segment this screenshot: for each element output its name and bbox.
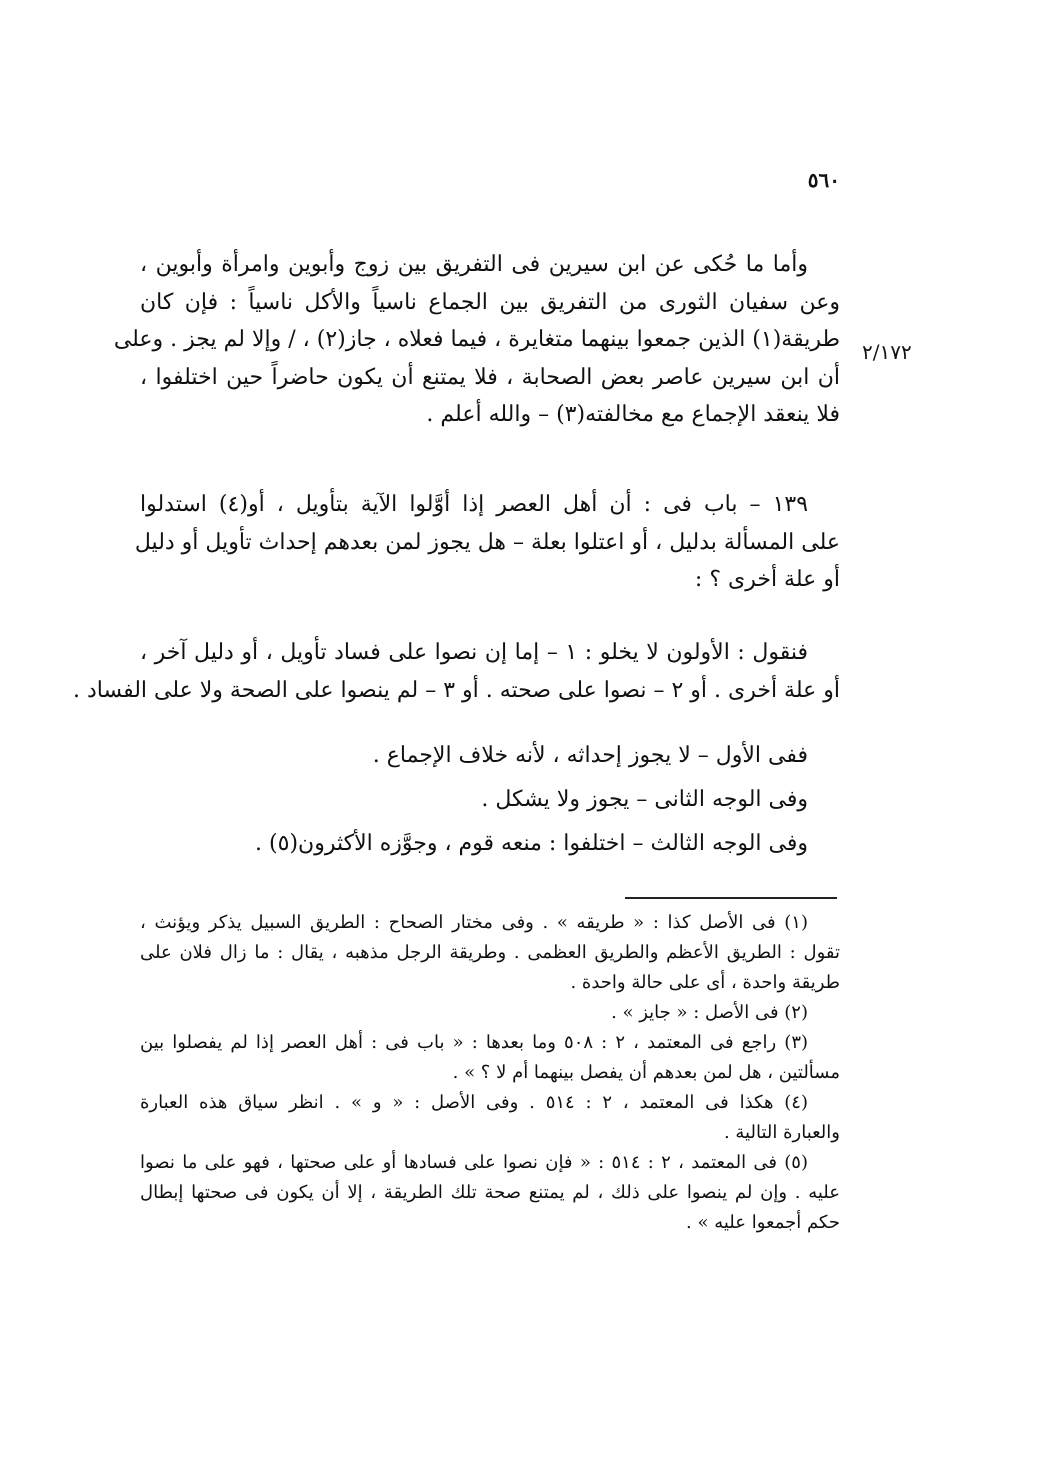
text-line: أن ابن سيرين عاصر بعض الصحابة ، فلا يمتنع أن يكون حاضراً حين اختلفوا ، [140, 364, 840, 390]
footnote-line: (٥) فى المعتمد ، ٢ : ٥١٤ : « فإن نصوا على فسادها أو على صحتها ، فهو على ما نصوا [140, 1152, 808, 1173]
case-line: وفى الوجه الثالث – اختلفوا : منعه قوم ، وجوَّزه الأكثرون(٥) . [255, 831, 808, 856]
footnote-line: (١) فى الأصل كذا : « طريقه » . وفى مختار الصحاح : الطريق السبيل يذكر ويؤنث ، [140, 912, 808, 933]
footnote-line: (٣) راجع فى المعتمد ، ٢ : ٥٠٨ وما بعدها : « باب فى : أهل العصر إذا لم يفصلوا بين [140, 1032, 809, 1053]
paragraph-1 [113, 246, 840, 434]
footnote-line: (٢) فى الأصل : « جايز » . [611, 1002, 808, 1023]
footnote-separator [625, 897, 837, 899]
text-line: وعن سفيان الثورى من التفريق بين الجماع ناسياً والأكل ناسياً : فإن كان [140, 289, 840, 315]
footnote-4 [140, 1088, 840, 1148]
footnote-line: والعبارة التالية . [723, 1122, 840, 1143]
chapter-heading-paragraph [134, 486, 840, 599]
footnote-3 [140, 1028, 840, 1088]
margin-reference: ٢/١٧٢ [862, 340, 912, 364]
footnote-2 [140, 998, 840, 1028]
page-number: ٥٦٠ [807, 168, 840, 192]
footnotes [140, 908, 840, 1238]
footnote-line: تقول : الطريق الأعظم والطريق العظمى . وطريقة الرجل مذهبه ، يقال : ما زال فلان على [140, 942, 840, 963]
text-line: فلا ينعقد الإجماع مع مخالفته(٣) – والله أعلم . [426, 402, 840, 427]
text-line: ١٣٩ – باب فى : أن أهل العصر إذا أوَّلوا الآية بتأويل ، أو(٤) استدلوا [140, 492, 809, 517]
text-line: أو علة أخرى ؟ : [694, 567, 840, 592]
case-line: وفى الوجه الثانى – يجوز ولا يشكل . [481, 787, 808, 812]
footnote-line: مسألتين ، هل لمن بعدهم أن يفصل بينهما أم لا ؟ » . [452, 1062, 840, 1083]
footnote-1 [140, 908, 840, 998]
text-line: فنقول : الأولون لا يخلو : ١ – إما إن نصوا على فساد تأويل ، أو دليل آخر ، [140, 640, 808, 665]
text-line: وأما ما حُكى عن ابن سيرين فى التفريق بين زوج وأبوين وامرأة وأبوين ، [140, 252, 808, 277]
footnote-line: عليه . وإن لم ينصوا على ذلك ، لم يمتنع صحة تلك الطريقة ، إلا أن يكون فى صحتها إبطال [140, 1182, 840, 1203]
footnote-line: حكم أجمعوا عليه » . [686, 1212, 840, 1233]
text-line: طريقة(١) الذين جمعوا بينهما متغايرة ، فيما فعلاه ، جاز(٢) ، / وإلا لم يجز . وعلى [113, 327, 840, 352]
footnote-5 [140, 1148, 840, 1238]
case-line: ففى الأول – لا يجوز إحداثه ، لأنه خلاف الإجماع . [372, 743, 808, 768]
text-line: أو علة أخرى . أو ٢ – نصوا على صحته . أو ٣ – لم ينصوا على الصحة ولا على الفساد . [72, 677, 840, 703]
text-line: على المسألة بدليل ، أو اعتلوا بعلة – هل يجوز لمن بعدهم إحداث تأويل أو دليل [134, 529, 840, 555]
footnote-line: (٤) هكذا فى المعتمد ، ٢ : ٥١٤ . وفى الأصل : « و » . انظر سياق هذه العبارة [140, 1092, 808, 1113]
paragraph-3 [72, 634, 840, 709]
cases-list [140, 734, 840, 866]
footnote-line: طريقة واحدة ، أى على حالة واحدة . [570, 972, 840, 993]
